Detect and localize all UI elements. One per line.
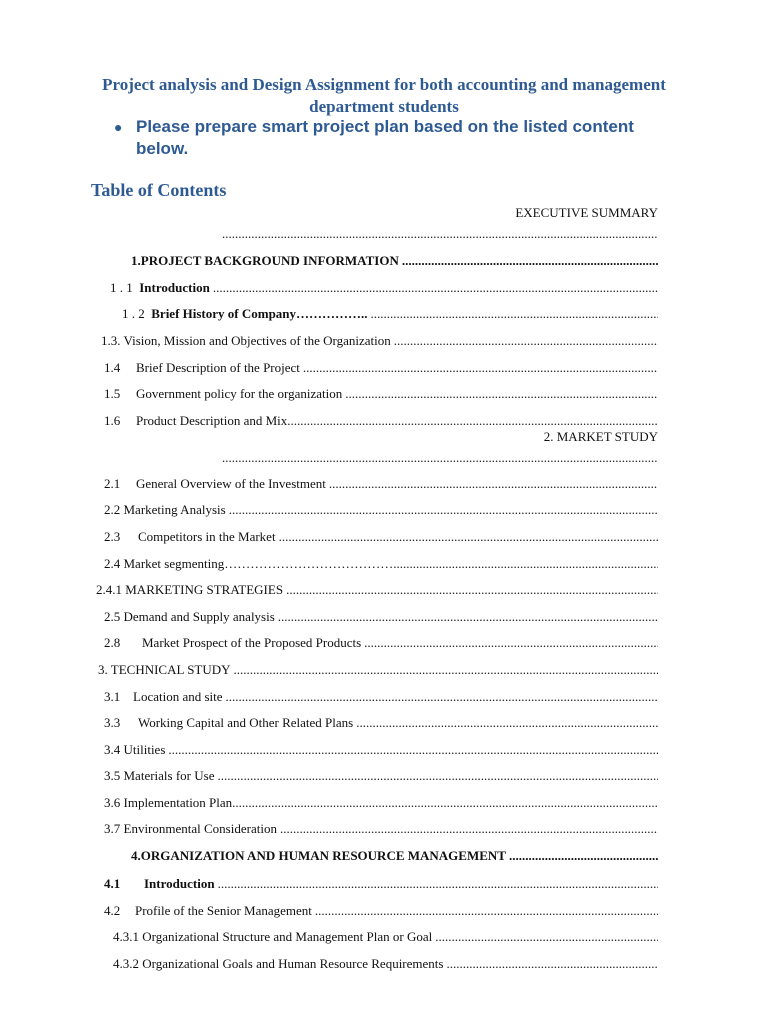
toc-heading: Table of Contents (91, 180, 227, 200)
toc-leader-dots (315, 903, 658, 919)
toc-leader-dots (222, 226, 658, 242)
toc-entry-number: 2.3 (104, 529, 121, 544)
toc-leader-dots (345, 386, 658, 402)
toc-leader-dots (509, 848, 658, 864)
toc-leader-dots (286, 582, 658, 598)
toc-entry-number: 2.8 (104, 635, 121, 650)
toc-entry-label: 3.5 Materials for Use (104, 768, 215, 783)
toc-entry (101, 333, 658, 349)
toc-entry-label: Location and site (133, 689, 223, 704)
toc-entry (122, 306, 658, 322)
toc-leader-dots (218, 876, 658, 892)
toc-entry (104, 876, 658, 892)
toc-entry (104, 413, 658, 429)
toc-entry (104, 821, 658, 837)
toc-leader-dots (226, 689, 658, 705)
toc-entry (104, 768, 658, 784)
toc-leader-dots (279, 529, 658, 545)
toc-leader-dots (446, 956, 658, 972)
toc-entry (104, 502, 658, 518)
toc-leader-dots (280, 821, 658, 837)
toc-executive-summary: EXECUTIVE SUMMARY (515, 205, 658, 220)
toc-entry-label: Introduction (139, 280, 210, 295)
toc-entry-label: Market Prospect of the Proposed Products (142, 635, 362, 650)
toc-entry-label: 4.3.2 Organizational Goals and Human Resource Requirements (113, 956, 444, 971)
toc-leader-dots (364, 635, 658, 651)
toc-entry-label: 4.ORGANIZATION AND HUMAN RESOURCE MANAGEMENT (131, 848, 506, 863)
toc-entry-label: 3.6 Implementation Plan (104, 795, 233, 810)
toc-leader-dots (278, 609, 658, 625)
toc-leader-dots (232, 795, 658, 811)
instruction-bullet (114, 116, 674, 160)
document-title: Project analysis and Design Assignment for both accounting and management department students (102, 75, 666, 116)
toc-entry (104, 529, 658, 545)
toc-entry-label: 3. TECHNICAL STUDY (98, 662, 231, 677)
toc-leader-dots (217, 768, 658, 784)
toc-entry-label: 2.5 Demand and Supply analysis (104, 609, 275, 624)
toc-entry-label: 1.3. Vision, Mission and Objectives of the Organization (101, 333, 391, 348)
toc-entry-number: 1.4 (104, 360, 121, 375)
toc-entry (98, 662, 658, 678)
toc-entry-label: 3.4 Utilities (104, 742, 166, 757)
toc-entry (110, 280, 658, 296)
toc-entry-label: 2.4 Market segmenting………………………………… (104, 556, 394, 571)
toc-entry-label: 2.2 Marketing Analysis (104, 502, 226, 517)
toc-entry-label: General Overview of the Investment (136, 476, 326, 491)
toc-entry-label: Brief Description of the Project (136, 360, 300, 375)
toc-entry (104, 903, 658, 919)
toc-entry (104, 689, 658, 705)
toc-entry-number: 2.1 (104, 476, 121, 491)
toc-entry (104, 609, 658, 625)
toc-entry (104, 360, 658, 376)
toc-entry-number: 4.1 (104, 876, 121, 891)
toc-entry-label: Product Description and Mix (136, 413, 288, 428)
toc-entry-number: 1.5 (104, 386, 121, 401)
toc-leader-dots (213, 280, 658, 296)
toc-entry (104, 635, 658, 651)
toc-entry-number: 4.2 (104, 903, 121, 918)
toc-leader-dots (356, 715, 658, 731)
toc-entry-label: 3.7 Environmental Consideration (104, 821, 277, 836)
toc-leader-dots (229, 502, 658, 518)
toc-entry (104, 715, 658, 731)
toc-leader-dots (234, 662, 658, 678)
toc-entry (104, 386, 658, 402)
toc-entry (104, 556, 658, 572)
toc-leader-dots (402, 253, 658, 269)
bullet-icon: ● (114, 119, 123, 135)
toc-entry (113, 929, 658, 945)
toc-entry-label: Government policy for the organization (136, 386, 343, 401)
toc-entry-number: 1.6 (104, 413, 121, 428)
toc-leader-dots (393, 556, 658, 572)
toc-entry (104, 795, 658, 811)
toc-entry (131, 253, 658, 269)
toc-leader-dots (394, 333, 658, 349)
toc-leader-dots (329, 476, 658, 492)
toc-entry (104, 742, 658, 758)
instruction-text: Please prepare smart project plan based on the listed content below. (136, 117, 634, 158)
toc-entry (104, 476, 658, 492)
toc-entry-number: 3.1 (104, 689, 121, 704)
toc-entry-number: 3.3 (104, 715, 121, 730)
toc-leader-dots (435, 929, 658, 945)
toc-entry-label: Profile of the Senior Management (135, 903, 312, 918)
toc-entry (113, 956, 658, 972)
toc-entry (131, 848, 658, 864)
toc-entry-label: 4.3.1 Organizational Structure and Management Plan or Goal (113, 929, 433, 944)
toc-leader-dots (222, 450, 658, 466)
toc-entry-number: 1 . 2 (122, 306, 145, 321)
toc-entry (96, 582, 658, 598)
toc-entry-label: Introduction (144, 876, 215, 891)
toc-entry-number: 1 . 1 (110, 280, 133, 295)
toc-leader-dots (287, 413, 658, 429)
toc-leader-dots (168, 742, 658, 758)
toc-entry-label: 2.4.1 MARKETING STRATEGIES (96, 582, 284, 597)
toc-entry-label: Brief History of Company…………….. (151, 306, 368, 321)
toc-entry-label: 1.PROJECT BACKGROUND INFORMATION (131, 253, 399, 268)
toc-entry-label: Competitors in the Market (138, 529, 276, 544)
toc-leader-dots (371, 306, 658, 322)
toc-entry-label: Working Capital and Other Related Plans (138, 715, 354, 730)
toc-leader-dots (303, 360, 658, 376)
toc-market-study: 2. MARKET STUDY (543, 429, 658, 444)
